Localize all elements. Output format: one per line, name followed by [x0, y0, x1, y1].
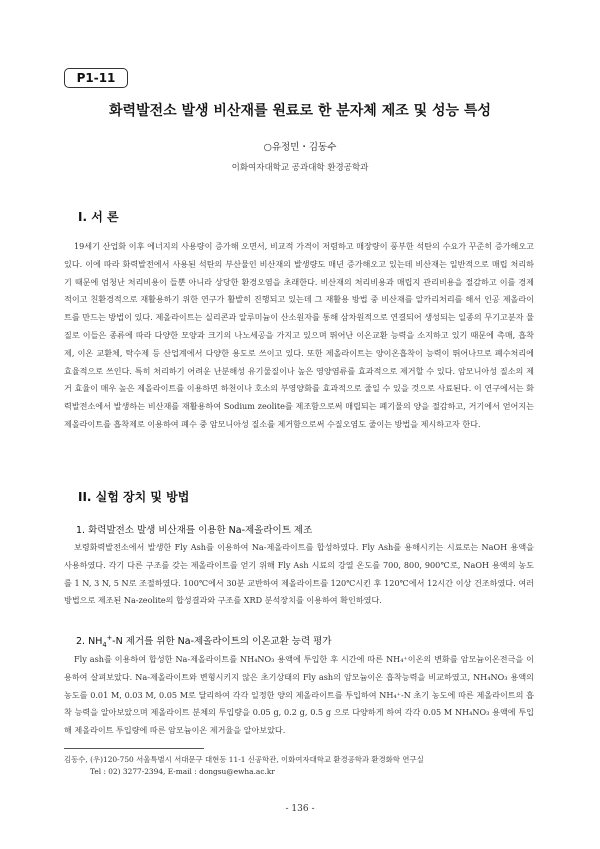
subsection-2-heading	[76, 633, 332, 647]
session-badge: P1-11	[64, 68, 128, 88]
footnote-rule	[64, 748, 204, 749]
paper-title: 화력발전소 발생 비산재를 원료로 한 분자체 제조 및 성능 특성	[109, 103, 491, 119]
method-heading: II. 실험 장치 및 방법	[78, 490, 190, 504]
subsection-2-heading-subscript: 4	[102, 640, 107, 649]
intro-paragraph: 19세기 산업화 이후 에너지의 사용량이 증가해 오면서, 비교적 가격이 저렴하고 매장량이 풍부한 석탄의 수요가 꾸준히 증가해오고 있다. 이에 따라 화력발전에서 사용된 석탄의 부산물인 비산재의 발생량도 매년 증가해오고 있는데 비산재는 일반적으로 매립 처리하기 때문에 엄청난 처리비용이 들뿐 아니라 상당한 환경오염을 초래한다. 비산재의 처리비용과 매립지 관리비용을 절감하고 이를 경제적이고 친환경적으로 재활용하기 위한 연구가 활발히 진행되고 있는데 그 재활용 방법 중 비산재를 알카리처리를 해서 인공 제올라이트를 만드는 방법이 있다. 제올라이트는 실리콘과 알루미늄이 산소원자를 통해 삼차원적으로 연결되어 생성되는 일종의 무기고분자 물질로 이들은 종류에 따라 다양한 모양과 크기의 나노세공을 가지고 있으며 뛰어난 이온교환 능력을 소지하고 있기 때문에 촉매, 흡착제, 이온 교환체, 탁수제 등 산업계에서 다양한 용도로 쓰이고 있다. 또한 제올라이트는 양이온흡착이 능력이 뛰어나므로 폐수처리에 효율적으로 쓰인다. 특히 처리하기 어려운 난분해성 유기물질이나 높은 영양염류를 효과적으로 제거할 수 있다. 암모니아성 질소의 제거 효율이 매우 높은 제올라이트를 이용하면 하천이나 호소의 부영양화를 효과적으로 줄일 수 있을 것으로 사료된다. 이 연구에서는 화력발전소에서 발생하는 비산재를 재활용하여 Sodium zeolite를 제조함으로써 매립되는 폐기물의 양을 절감하고, 거기에서 얻어지는 제올라이트를 흡착제로 이용하여 폐수 중 암모니아성 질소를 제거함으로써 수질오염도 줄이는 방법을 제시하고자 한다.	[64, 241, 534, 429]
intro-heading: I. 서 론	[78, 210, 119, 224]
page-number: - 136 -	[285, 804, 315, 814]
subsection-2-heading-prefix: 2. NH	[76, 636, 103, 647]
subsection-2-heading-superscript: +	[106, 633, 113, 642]
footnote-contact: Tel : 02) 3277-2394, E-mail : dongsu@ewha.ac.kr	[90, 767, 275, 776]
footnote-address: 김동수, (우)120-750 서울특별시 서대문구 대현동 11-1 신공학관, 이화여자대학교 환경공학과 환경화학 연구실	[64, 755, 424, 764]
author-line: ○유정민・김동수	[263, 142, 337, 153]
subsection-2-paragraph: Fly ash를 이용하여 합성한 Na-제올라이트를 NH₄NO₃ 용액에 투입한 후 시간에 따른 NH₄⁺이온의 변화를 암모늄이온전극을 이용하여 살펴보았다. Na-제올라이트와 변형시키지 않은 초기상태의 Fly ash의 암모늄이온 흡착능력을 비교하였고, NH₄NO₃ 용액의 농도를 0.01 M, 0.03 M, 0.05 M로 달리하여 각각 일정한 양의 제올라이트를 투입하여 NH₄⁺-N 초기 농도에 따른 제올라이트의 흡착 능력을 알아보았으며 제올라이트 분체의 투입량을 0.05 g, 0.2 g, 0.5 g 으로 다양하게 하여 각각 0.05 M NH₄NO₃ 용액에 투입해 제올라이트 투입량에 따른 암모늄이온 제거율을 알아보았다.	[64, 654, 534, 736]
subsection-1-paragraph: 보령화력발전소에서 발생한 Fly Ash를 이용하여 Na-제올라이트를 합성하였다. Fly Ash를 용해시키는 시료로는 NaOH 용액을 사용하였다. 각기 다른 구조를 갖는 제올라이트를 얻기 위해 Fly Ash 시료의 강열 온도를 700, 800, 900℃로, NaOH 용액의 농도를 1 N, 3 N, 5 N로 조절하였다. 100℃에서 30분 교반하여 제올라이트를 120℃시킨 후 120℃에서 12시간 이상 건조하였다. 여러 방법으로 제조된 Na-zeolite의 합성결과와 구조를 XRD 분석장치를 이용하여 확인하였다.	[64, 542, 534, 606]
subsection-1-heading: 1. 화력발전소 발생 비산재를 이용한 Na-제올라이트 제조	[76, 525, 313, 536]
subsection-2-heading-rest: -N 제거를 위한 Na-제올라이트의 이온교환 능력 평가	[112, 636, 332, 647]
affiliation: 이화여자대학교 공과대학 환경공학과	[231, 163, 369, 173]
